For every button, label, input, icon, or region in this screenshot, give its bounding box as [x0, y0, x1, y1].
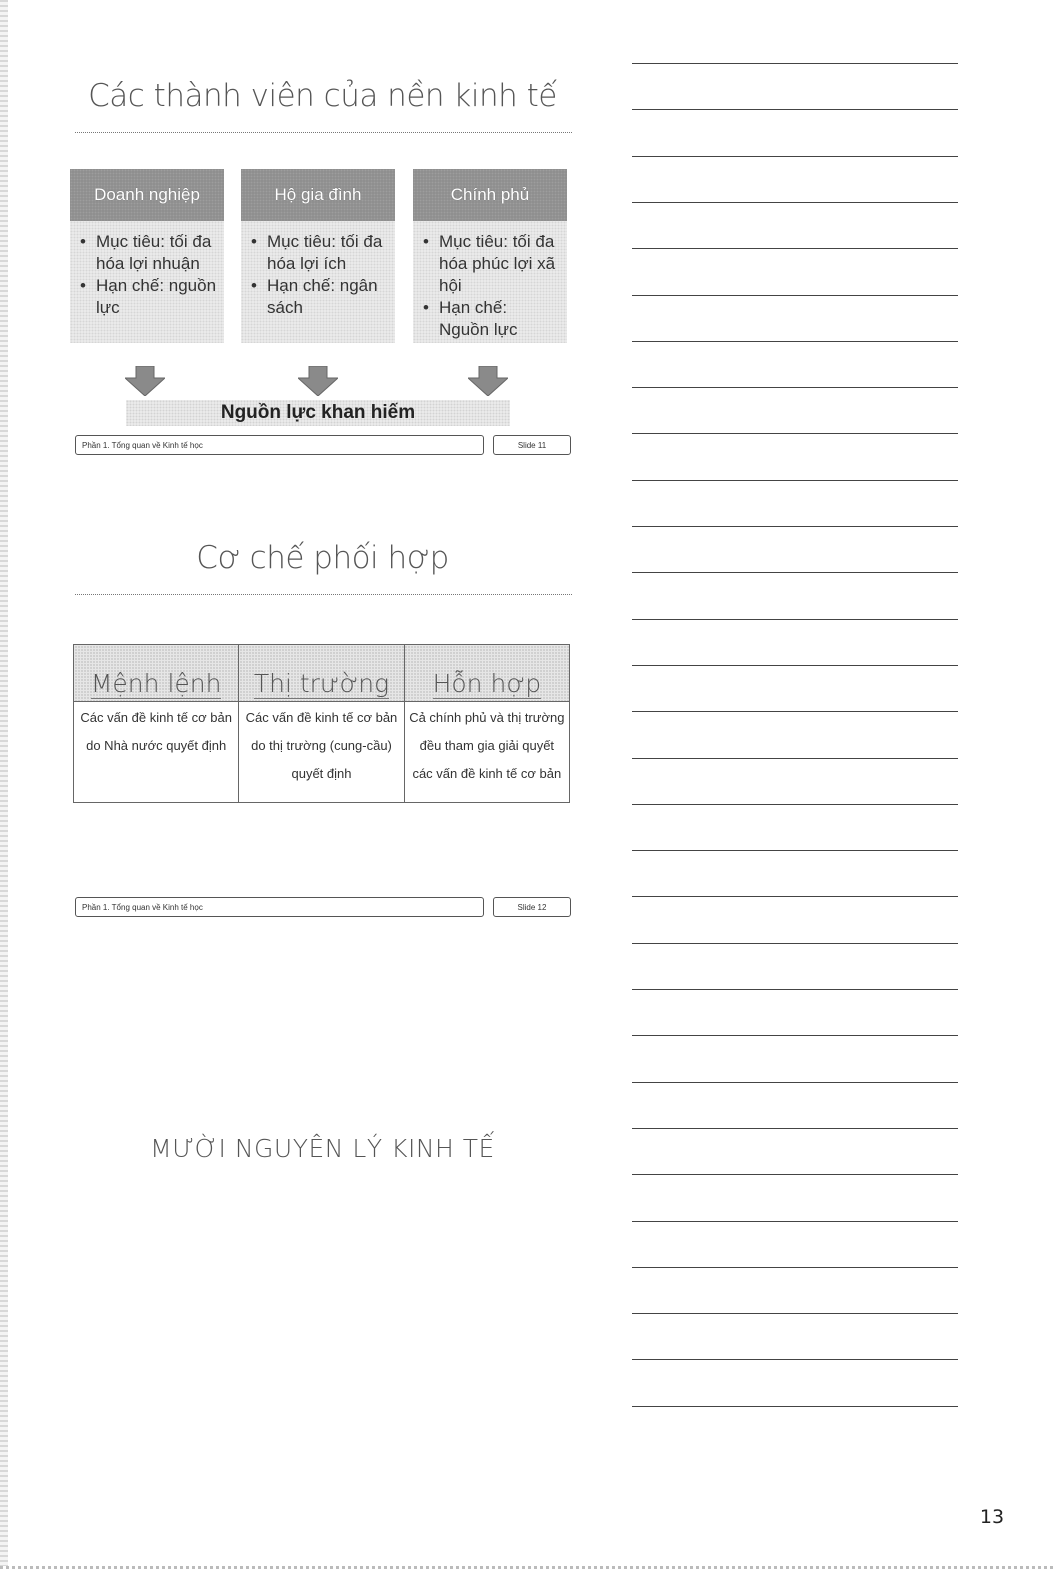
note-line — [632, 526, 958, 527]
bullet-text: Hạn chế: ngân sách — [267, 276, 378, 317]
note-line — [632, 248, 958, 249]
note-line — [632, 1174, 958, 1175]
member-box-business — [70, 169, 224, 343]
page-number: 13 — [979, 1506, 1005, 1528]
note-line — [632, 1406, 958, 1407]
table-header-cell: Thị trường — [239, 645, 404, 702]
note-line — [632, 202, 958, 203]
member-header: Hộ gia đình — [241, 169, 395, 221]
slide-11 — [70, 70, 575, 465]
slide-12 — [70, 532, 575, 927]
slide-title: Các thành viên của nền kinh tế — [88, 78, 557, 114]
bullet-item: • Mục tiêu: tối đa hóa lợi nhuận — [80, 231, 218, 275]
coordination-table — [73, 644, 570, 803]
note-line — [632, 1035, 958, 1036]
note-line — [632, 850, 958, 851]
member-body — [413, 221, 567, 343]
note-line — [632, 804, 958, 805]
slide-footer-section: Phần 1. Tổng quan về Kinh tế học — [75, 435, 484, 455]
member-box-government — [413, 169, 567, 343]
note-line — [632, 989, 958, 990]
bullet-text: Mục tiêu: tối đa hóa lợi nhuận — [96, 232, 212, 273]
title-rule — [75, 594, 572, 595]
member-body — [241, 221, 395, 343]
note-line — [632, 1128, 958, 1129]
note-line — [632, 480, 958, 481]
slide-footer-section: Phần 1. Tổng quan về Kinh tế học — [75, 897, 484, 917]
scarce-resources-box: Nguồn lực khan hiếm — [126, 400, 510, 426]
slide-footer-number: Slide 11 — [493, 435, 571, 455]
note-line — [632, 109, 958, 110]
section-heading: MƯỜI NGUYÊN LÝ KINH TẾ — [150, 1134, 495, 1163]
note-line — [632, 341, 958, 342]
table-cell: Các vấn đề kinh tế cơ bản do thị trường (cung-cầu) quyết định — [239, 702, 404, 803]
note-line — [632, 758, 958, 759]
note-line — [632, 387, 958, 388]
note-line — [632, 896, 958, 897]
note-line — [632, 295, 958, 296]
member-header: Chính phủ — [413, 169, 567, 221]
member-box-household — [241, 169, 395, 343]
scan-edge — [0, 0, 8, 1569]
note-line — [632, 1082, 958, 1083]
slide-title: Cơ chế phối hợp — [196, 540, 449, 576]
bullet-item: • Mục tiêu: tối đa hóa phúc lợi xã hội — [423, 231, 561, 297]
note-line — [632, 619, 958, 620]
slide-footer-number: Slide 12 — [493, 897, 571, 917]
table-header-cell: Mệnh lệnh — [74, 645, 239, 702]
table-row — [74, 702, 570, 803]
title-rule — [75, 132, 572, 133]
table-header-row — [74, 645, 570, 702]
note-line — [632, 943, 958, 944]
note-line — [632, 156, 958, 157]
note-line — [632, 665, 958, 666]
note-line — [632, 1359, 958, 1360]
note-line — [632, 1221, 958, 1222]
bullet-text: Mục tiêu: tối đa hóa phúc lợi xã hội — [439, 232, 556, 295]
note-line — [632, 711, 958, 712]
note-line — [632, 572, 958, 573]
note-line — [632, 1267, 958, 1268]
member-body — [70, 221, 224, 343]
member-header: Doanh nghiệp — [70, 169, 224, 221]
bullet-text: Hạn chế: Nguồn lực — [439, 298, 518, 339]
table-header-cell: Hỗn hợp — [404, 645, 569, 702]
note-line — [632, 63, 958, 64]
note-line — [632, 1313, 958, 1314]
note-line — [632, 433, 958, 434]
table-cell: Cả chính phủ và thị trường đều tham gia giải quyết các vấn đề kinh tế cơ bản — [404, 702, 569, 803]
table-cell: Các vấn đề kinh tế cơ bản do Nhà nước quyết định — [74, 702, 239, 803]
bullet-item: • Hạn chế: Nguồn lực — [423, 297, 561, 341]
bullet-text: Hạn chế: nguồn lực — [96, 276, 217, 317]
bullet-item: • Mục tiêu: tối đa hóa lợi ích — [251, 231, 389, 275]
bullet-item: • Hạn chế: ngân sách — [251, 275, 389, 319]
bullet-item: • Hạn chế: nguồn lực — [80, 276, 217, 317]
bullet-text: Mục tiêu: tối đa hóa lợi ích — [267, 232, 383, 273]
